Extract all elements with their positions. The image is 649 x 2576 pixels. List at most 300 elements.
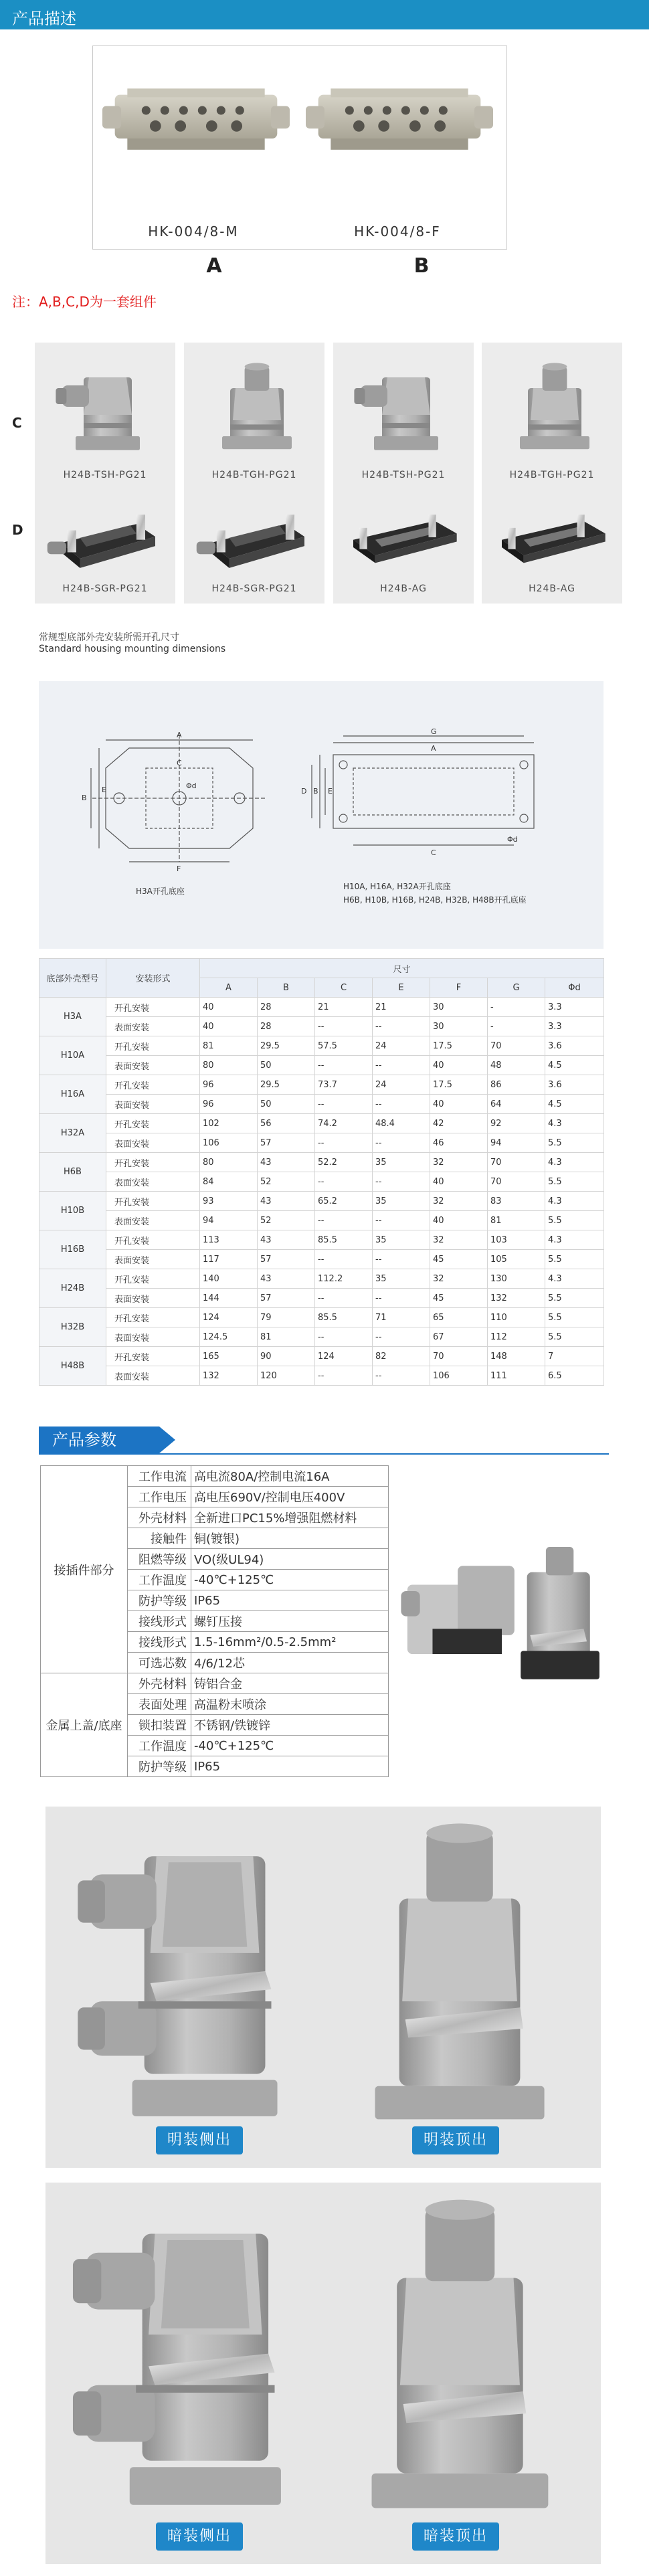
value-cell: 70 — [488, 1036, 545, 1056]
value-cell: 57 — [258, 1289, 315, 1308]
value-cell: 111 — [488, 1366, 545, 1386]
install-cell: 表面安装 — [106, 1211, 200, 1230]
value-cell: 32 — [430, 1153, 488, 1172]
value-cell: 5.5 — [545, 1211, 604, 1230]
value-cell: 32 — [430, 1192, 488, 1211]
value-cell: 96 — [200, 1075, 258, 1095]
param-value: IP65 — [191, 1590, 389, 1611]
value-cell: 7 — [545, 1347, 604, 1366]
value-cell: 43 — [258, 1153, 315, 1172]
param-key: 接线形式 — [128, 1611, 191, 1632]
dim-title-cn: 常规型底部外壳安装所需开孔尺寸 — [39, 632, 179, 643]
table-row — [39, 1036, 604, 1056]
housing-card-1 — [35, 343, 175, 604]
param-key: 外壳材料 — [128, 1507, 191, 1528]
value-cell: 4.3 — [545, 1114, 604, 1133]
value-cell: 67 — [430, 1327, 488, 1347]
c-label-3: H24B-TSH-PG21 — [361, 470, 446, 480]
value-cell: -- — [373, 1172, 430, 1192]
th-col-c: C — [315, 978, 373, 998]
param-value: 高温粉末喷涂 — [191, 1694, 389, 1715]
value-cell: 57.5 — [315, 1036, 373, 1056]
dim-label-f: F — [177, 864, 181, 873]
value-cell: 4.3 — [545, 1269, 604, 1289]
value-cell: -- — [315, 1289, 373, 1308]
value-cell: -- — [373, 1211, 430, 1230]
table-row — [39, 1192, 604, 1211]
table-row — [39, 1095, 604, 1114]
surface-top-image — [333, 1820, 574, 2134]
value-cell: 81 — [488, 1211, 545, 1230]
dim-label-c2: C — [431, 848, 436, 857]
th-install: 安装形式 — [106, 959, 200, 998]
c-label-2: H24B-TGH-PG21 — [211, 470, 297, 480]
value-cell: 40 — [200, 1017, 258, 1036]
value-cell: 84 — [200, 1172, 258, 1192]
value-cell: 5.5 — [545, 1308, 604, 1327]
param-value: 1.5-16mm²/0.5-2.5mm² — [191, 1632, 389, 1653]
group-metal-housing: 金属上盖/底座 — [41, 1673, 128, 1777]
param-value: 高电流80A/控制电流16A — [191, 1466, 389, 1487]
table-row — [39, 1172, 604, 1192]
value-cell: 4.3 — [545, 1192, 604, 1211]
d-label-4: H24B-AG — [529, 583, 575, 594]
param-key: 防护等级 — [128, 1756, 191, 1777]
table-row — [39, 1114, 604, 1133]
param-key: 工作电压 — [128, 1487, 191, 1507]
value-cell: 140 — [200, 1269, 258, 1289]
caption-surface-top: 明装顶出 — [412, 2126, 499, 2154]
install-cell: 表面安装 — [106, 1172, 200, 1192]
value-cell: 28 — [258, 998, 315, 1017]
dim-label-c: C — [177, 759, 182, 767]
base-sgr-image — [41, 486, 169, 587]
value-cell: 21 — [373, 998, 430, 1017]
value-cell: 4.5 — [545, 1056, 604, 1075]
value-cell: -- — [315, 1056, 373, 1075]
value-cell: 17.5 — [430, 1075, 488, 1095]
param-key: 防护等级 — [128, 1590, 191, 1611]
table-row — [39, 1230, 604, 1250]
value-cell: 48 — [488, 1056, 545, 1075]
param-value: 4/6/12芯 — [191, 1653, 389, 1673]
value-cell: 40 — [430, 1211, 488, 1230]
dim-label-phi: Φd — [186, 781, 197, 790]
section-title: 产品描述 — [12, 9, 76, 28]
photo-card-bottom — [45, 2183, 601, 2564]
value-cell: 40 — [430, 1172, 488, 1192]
value-cell: - — [488, 1017, 545, 1036]
dim-label-g: G — [431, 728, 437, 736]
value-cell: 28 — [258, 1017, 315, 1036]
value-cell: 90 — [258, 1347, 315, 1366]
value-cell: 43 — [258, 1230, 315, 1250]
section-header-product-desc — [0, 0, 649, 29]
value-cell: 42 — [430, 1114, 488, 1133]
param-value: 不锈钢/铁镀锌 — [191, 1715, 389, 1736]
row-letter-d: D — [12, 522, 23, 538]
install-cell: 表面安装 — [106, 1056, 200, 1075]
value-cell: 40 — [430, 1056, 488, 1075]
dim-label-d: D — [301, 787, 307, 796]
housing-card-3 — [333, 343, 474, 604]
value-cell: 3.6 — [545, 1036, 604, 1056]
value-cell: 112 — [488, 1327, 545, 1347]
param-key: 阻燃等级 — [128, 1549, 191, 1570]
install-cell: 开孔安装 — [106, 998, 200, 1017]
photo-card-top — [45, 1807, 601, 2168]
value-cell: -- — [315, 1172, 373, 1192]
table-row — [39, 1269, 604, 1289]
hood-side-image — [350, 356, 457, 463]
value-cell: 45 — [430, 1289, 488, 1308]
value-cell: -- — [373, 1366, 430, 1386]
value-cell: -- — [315, 1017, 373, 1036]
value-cell: 130 — [488, 1269, 545, 1289]
dim-title-en: Standard housing mounting dimensions — [39, 644, 226, 654]
value-cell: 94 — [200, 1211, 258, 1230]
model-cell: H32A — [39, 1114, 106, 1153]
install-cell: 表面安装 — [106, 1017, 200, 1036]
value-cell: 21 — [315, 998, 373, 1017]
value-cell: 35 — [373, 1192, 430, 1211]
value-cell: 92 — [488, 1114, 545, 1133]
value-cell: 165 — [200, 1347, 258, 1366]
value-cell: 82 — [373, 1347, 430, 1366]
value-cell: - — [488, 998, 545, 1017]
value-cell: 96 — [200, 1095, 258, 1114]
dim-label-a: A — [177, 731, 182, 739]
value-cell: 85.5 — [315, 1230, 373, 1250]
install-cell: 开孔安装 — [106, 1114, 200, 1133]
install-cell: 开孔安装 — [106, 1269, 200, 1289]
value-cell: 5.5 — [545, 1327, 604, 1347]
base-ag-image — [340, 486, 467, 587]
model-cell: H6B — [39, 1153, 106, 1192]
install-cell: 开孔安装 — [106, 1192, 200, 1211]
table-row — [39, 1347, 604, 1366]
d-label-3: H24B-AG — [380, 583, 427, 594]
value-cell: 65.2 — [315, 1192, 373, 1211]
param-value: 全新进口PC15%增强阻燃材料 — [191, 1507, 389, 1528]
value-cell: 43 — [258, 1269, 315, 1289]
params-tab: 产品参数 — [39, 1427, 159, 1453]
value-cell: 57 — [258, 1250, 315, 1269]
th-col-e: E — [373, 978, 430, 998]
table-row — [39, 998, 604, 1017]
model-cell: H48B — [39, 1347, 106, 1386]
value-cell: 94 — [488, 1133, 545, 1153]
dim-label-b: B — [82, 794, 87, 802]
install-cell: 开孔安装 — [106, 1347, 200, 1366]
value-cell: 93 — [200, 1192, 258, 1211]
value-cell: 52 — [258, 1211, 315, 1230]
housing-pair-image — [395, 1539, 609, 1706]
th-col-a: A — [200, 978, 258, 998]
value-cell: 32 — [430, 1230, 488, 1250]
param-key: 工作电流 — [128, 1466, 191, 1487]
value-cell: -- — [373, 1289, 430, 1308]
value-cell: 124.5 — [200, 1327, 258, 1347]
value-cell: 80 — [200, 1153, 258, 1172]
hood-top-image — [498, 356, 606, 463]
param-key: 表面处理 — [128, 1694, 191, 1715]
value-cell: 30 — [430, 1017, 488, 1036]
param-key: 可选芯数 — [128, 1653, 191, 1673]
table-row — [39, 1327, 604, 1347]
value-cell: 35 — [373, 1230, 430, 1250]
param-row — [41, 1466, 389, 1487]
install-cell: 开孔安装 — [106, 1153, 200, 1172]
value-cell: 3.3 — [545, 998, 604, 1017]
install-cell: 表面安装 — [106, 1095, 200, 1114]
value-cell: 45 — [430, 1250, 488, 1269]
dim-label-e: E — [102, 786, 106, 794]
value-cell: -- — [315, 1327, 373, 1347]
surface-side-image — [72, 1820, 313, 2134]
value-cell: 79 — [258, 1308, 315, 1327]
table-row — [39, 1017, 604, 1036]
value-cell: 106 — [430, 1366, 488, 1386]
value-cell: 29.5 — [258, 1036, 315, 1056]
th-size: 尺寸 — [200, 959, 604, 978]
param-key: 外壳材料 — [128, 1673, 191, 1694]
value-cell: 81 — [200, 1036, 258, 1056]
th-col-f: F — [430, 978, 488, 998]
value-cell: 3.3 — [545, 1017, 604, 1036]
group-connector: 接插件部分 — [41, 1466, 128, 1673]
insert-b-image — [306, 73, 493, 167]
param-key: 锁扣装置 — [128, 1715, 191, 1736]
value-cell: 80 — [200, 1056, 258, 1075]
insert-a-image — [102, 73, 290, 167]
value-cell: 86 — [488, 1075, 545, 1095]
c-label-4: H24B-TGH-PG21 — [509, 470, 595, 480]
value-cell: 106 — [200, 1133, 258, 1153]
param-value: -40℃+125℃ — [191, 1570, 389, 1590]
install-cell: 开孔安装 — [106, 1075, 200, 1095]
value-cell: 46 — [430, 1133, 488, 1153]
table-row — [39, 1289, 604, 1308]
value-cell: 105 — [488, 1250, 545, 1269]
value-cell: -- — [315, 1366, 373, 1386]
value-cell: 57 — [258, 1133, 315, 1153]
dim-label-a2: A — [431, 744, 436, 753]
dim-label-b2: B — [313, 787, 318, 796]
d-label-2: H24B-SGR-PG21 — [211, 583, 297, 594]
hood-top-image — [201, 356, 308, 463]
value-cell: 50 — [258, 1095, 315, 1114]
value-cell: 5.5 — [545, 1172, 604, 1192]
value-cell: 102 — [200, 1114, 258, 1133]
param-key: 接触件 — [128, 1528, 191, 1549]
value-cell: 117 — [200, 1250, 258, 1269]
install-cell: 开孔安装 — [106, 1036, 200, 1056]
install-cell: 开孔安装 — [106, 1308, 200, 1327]
value-cell: 70 — [488, 1153, 545, 1172]
params-table — [40, 1465, 389, 1777]
drawing-right-caption-2: H6B, H10B, H16B, H24B, H32B, H48B开孔底座 — [343, 895, 527, 905]
value-cell: -- — [373, 1250, 430, 1269]
value-cell: 81 — [258, 1327, 315, 1347]
value-cell: 43 — [258, 1192, 315, 1211]
model-cell: H16A — [39, 1075, 106, 1114]
flush-top-image — [333, 2196, 574, 2524]
value-cell: 50 — [258, 1056, 315, 1075]
value-cell: 103 — [488, 1230, 545, 1250]
value-cell: 64 — [488, 1095, 545, 1114]
model-cell: H16B — [39, 1230, 106, 1269]
value-cell: 17.5 — [430, 1036, 488, 1056]
mounting-drawing — [39, 681, 604, 949]
value-cell: 56 — [258, 1114, 315, 1133]
param-key: 工作温度 — [128, 1570, 191, 1590]
value-cell: 65 — [430, 1308, 488, 1327]
h3a-drawing — [79, 728, 280, 895]
th-model: 底部外壳型号 — [39, 959, 106, 998]
value-cell: 110 — [488, 1308, 545, 1327]
value-cell: 85.5 — [315, 1308, 373, 1327]
param-value: 高电压690V/控制电压400V — [191, 1487, 389, 1507]
table-row — [39, 1308, 604, 1327]
params-divider — [39, 1453, 609, 1455]
base-sgr-image — [191, 486, 318, 587]
value-cell: 5.5 — [545, 1289, 604, 1308]
housing-card-4 — [482, 343, 622, 604]
value-cell: 30 — [430, 998, 488, 1017]
model-cell: H24B — [39, 1269, 106, 1308]
insert-a-letter: A — [206, 254, 222, 278]
value-cell: 70 — [488, 1172, 545, 1192]
value-cell: -- — [315, 1250, 373, 1269]
value-cell: -- — [373, 1017, 430, 1036]
hood-side-image — [52, 356, 159, 463]
value-cell: 5.5 — [545, 1133, 604, 1153]
table-row — [39, 1250, 604, 1269]
value-cell: 24 — [373, 1036, 430, 1056]
param-key: 工作温度 — [128, 1736, 191, 1756]
param-value: IP65 — [191, 1756, 389, 1777]
param-row — [41, 1673, 389, 1694]
h10a-drawing — [293, 728, 574, 882]
value-cell: -- — [373, 1133, 430, 1153]
param-value: VO(级UL94) — [191, 1549, 389, 1570]
caption-flush-side: 暗装侧出 — [156, 2522, 243, 2551]
dim-label-phi2: Φd — [507, 835, 518, 844]
insert-image-frame — [92, 45, 507, 250]
value-cell: 40 — [430, 1095, 488, 1114]
insert-b-code: HK-004/8-F — [354, 223, 441, 240]
value-cell: 71 — [373, 1308, 430, 1327]
c-label-1: H24B-TSH-PG21 — [63, 470, 147, 480]
base-ag-image — [488, 486, 616, 587]
value-cell: 3.6 — [545, 1075, 604, 1095]
value-cell: 52.2 — [315, 1153, 373, 1172]
install-cell: 表面安装 — [106, 1250, 200, 1269]
value-cell: -- — [315, 1211, 373, 1230]
th-col-g: G — [488, 978, 545, 998]
value-cell: 5.5 — [545, 1250, 604, 1269]
insert-a-code: HK-004/8-M — [148, 223, 239, 240]
value-cell: 113 — [200, 1230, 258, 1250]
value-cell: 83 — [488, 1192, 545, 1211]
drawing-right-caption-1: H10A, H16A, H32A开孔底座 — [343, 882, 451, 891]
value-cell: 35 — [373, 1153, 430, 1172]
value-cell: 24 — [373, 1075, 430, 1095]
value-cell: 70 — [430, 1347, 488, 1366]
value-cell: 132 — [488, 1289, 545, 1308]
value-cell: 40 — [200, 998, 258, 1017]
table-row — [39, 1056, 604, 1075]
value-cell: 144 — [200, 1289, 258, 1308]
value-cell: 32 — [430, 1269, 488, 1289]
value-cell: -- — [315, 1095, 373, 1114]
value-cell: 4.3 — [545, 1230, 604, 1250]
install-cell: 表面安装 — [106, 1366, 200, 1386]
value-cell: 29.5 — [258, 1075, 315, 1095]
table-row — [39, 1153, 604, 1172]
install-cell: 表面安装 — [106, 1133, 200, 1153]
table-row — [39, 1133, 604, 1153]
model-cell: H10A — [39, 1036, 106, 1075]
dimension-table — [39, 958, 604, 1386]
flush-side-image — [72, 2196, 313, 2524]
model-cell: H32B — [39, 1308, 106, 1347]
param-key: 接线形式 — [128, 1632, 191, 1653]
value-cell: 124 — [315, 1347, 373, 1366]
install-cell: 表面安装 — [106, 1327, 200, 1347]
housing-card-2 — [184, 343, 324, 604]
value-cell: 35 — [373, 1269, 430, 1289]
value-cell: -- — [373, 1056, 430, 1075]
value-cell: 148 — [488, 1347, 545, 1366]
caption-flush-top: 暗装顶出 — [412, 2522, 499, 2551]
value-cell: 4.5 — [545, 1095, 604, 1114]
param-value: 铜(镀银) — [191, 1528, 389, 1549]
dim-label-e2: E — [328, 787, 333, 796]
set-note: 注：A,B,C,D为一套组件 — [12, 294, 157, 310]
value-cell: 112.2 — [315, 1269, 373, 1289]
caption-surface-side: 明装侧出 — [156, 2126, 243, 2154]
value-cell: 48.4 — [373, 1114, 430, 1133]
value-cell: -- — [315, 1133, 373, 1153]
install-cell: 开孔安装 — [106, 1230, 200, 1250]
table-row — [39, 1075, 604, 1095]
drawing-left-caption: H3A开孔底座 — [136, 887, 185, 896]
value-cell: 124 — [200, 1308, 258, 1327]
th-col-phid: Φd — [545, 978, 604, 998]
value-cell: 74.2 — [315, 1114, 373, 1133]
value-cell: 4.3 — [545, 1153, 604, 1172]
value-cell: -- — [373, 1095, 430, 1114]
value-cell: 73.7 — [315, 1075, 373, 1095]
param-value: 铸铝合金 — [191, 1673, 389, 1694]
value-cell: 132 — [200, 1366, 258, 1386]
param-value: 螺钉压接 — [191, 1611, 389, 1632]
model-cell: H10B — [39, 1192, 106, 1230]
param-value: -40℃+125℃ — [191, 1736, 389, 1756]
value-cell: 52 — [258, 1172, 315, 1192]
value-cell: -- — [373, 1327, 430, 1347]
install-cell: 表面安装 — [106, 1289, 200, 1308]
table-row — [39, 1211, 604, 1230]
insert-b-letter: B — [413, 254, 430, 278]
value-cell: 120 — [258, 1366, 315, 1386]
th-col-b: B — [258, 978, 315, 998]
model-cell: H3A — [39, 998, 106, 1036]
row-letter-c: C — [12, 415, 22, 431]
d-label-1: H24B-SGR-PG21 — [62, 583, 148, 594]
